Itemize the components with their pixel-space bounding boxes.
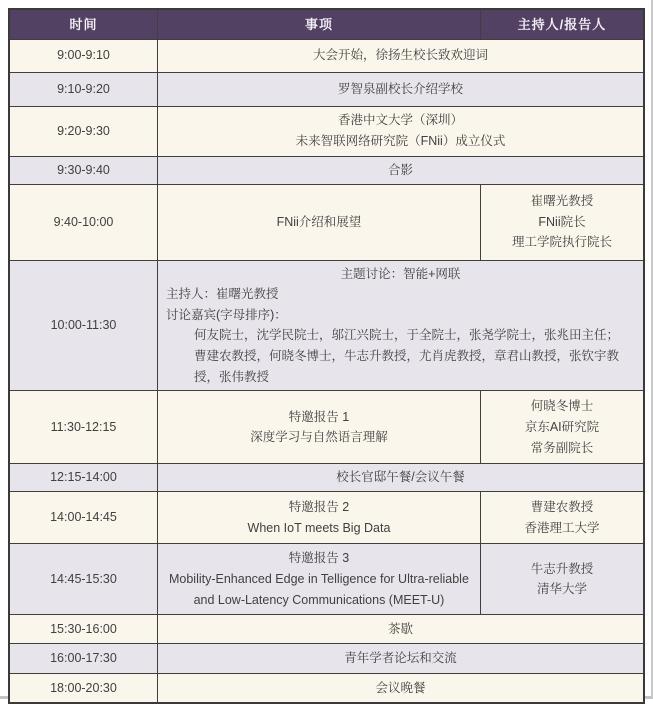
event-cell [157, 156, 644, 184]
time-cell: 9:20-9:30 [9, 106, 157, 156]
event-cell [157, 644, 644, 674]
event-text: Mobility-Enhanced Edge in Telligence for Ultra-reliable and Low-Latency Communications (MEET-U) [168, 571, 469, 607]
event-text: 大会开始，徐扬生校长致欢迎词 [312, 48, 488, 63]
speaker-text: FNii院长 [538, 214, 586, 229]
event-text: FNii介绍和展望 [276, 214, 362, 229]
header-time: 时间 [9, 9, 157, 39]
table-row [9, 492, 644, 544]
discussion-guests-label: 讨论嘉宾(字母排序)： [165, 307, 287, 322]
speaker-text: 清华大学 [536, 582, 587, 597]
header-row [9, 9, 644, 39]
table-row [9, 184, 644, 260]
speaker-cell [480, 391, 644, 464]
event-text: 未来智联网络研究院（FNii）成立仪式 [295, 134, 506, 148]
event-text: 校长官邸午餐/会议午餐 [336, 470, 465, 485]
speaker-text: 曹建农教授 [530, 500, 594, 515]
discussion-host: 主持人：崔曙光教授 [165, 287, 279, 302]
event-text: 特邀报告 1 [288, 409, 350, 424]
event-cell [157, 674, 644, 703]
discussion-guest-line: 何友院士，沈学民院士，邬江兴院士，于全院士，张尧学院士，张兆田主任； [193, 328, 619, 343]
table-row [9, 106, 644, 156]
event-text: When IoT meets Big Data [247, 520, 391, 535]
event-cell [157, 184, 480, 260]
time-cell: 12:15-14:00 [9, 464, 157, 492]
table-row [9, 544, 644, 615]
table-row [9, 156, 644, 184]
time-cell: 18:00-20:30 [9, 674, 157, 703]
event-cell [157, 615, 644, 644]
speaker-text: 京东AI研究院 [524, 419, 600, 434]
event-cell [157, 72, 644, 106]
table-row [9, 72, 644, 106]
time-cell: 9:10-9:20 [9, 72, 157, 106]
event-text: 深度学习与自然语言理解 [250, 430, 388, 445]
event-text: 香港中文大学（深圳） [337, 113, 463, 128]
speaker-text: 崔曙光教授 [530, 194, 594, 209]
event-cell [157, 39, 644, 72]
time-cell: 9:40-10:00 [9, 184, 157, 260]
time-cell: 9:30-9:40 [9, 156, 157, 184]
time-cell: 10:00-11:30 [9, 260, 157, 391]
time-cell: 11:30-12:15 [9, 391, 157, 464]
event-text: 特邀报告 3 [288, 551, 350, 566]
speaker-cell [480, 544, 644, 615]
time-cell: 16:00-17:30 [9, 644, 157, 674]
speaker-text: 牛志升教授 [530, 561, 594, 576]
event-cell [157, 492, 480, 544]
event-cell [157, 106, 644, 156]
speaker-text: 常务副院长 [530, 440, 594, 455]
speaker-cell [480, 492, 644, 544]
time-cell: 14:00-14:45 [9, 492, 157, 544]
event-text: 合影 [387, 162, 413, 177]
discussion-cell [157, 260, 644, 391]
table-row [9, 39, 644, 72]
table-row [9, 260, 644, 391]
time-cell: 14:45-15:30 [9, 544, 157, 615]
table-row [9, 464, 644, 492]
event-cell [157, 391, 480, 464]
event-text: 青年学者论坛和交流 [344, 651, 457, 666]
header-speaker: 主持人/报告人 [480, 9, 644, 39]
event-text: 罗智泉副校长介绍学校 [337, 81, 463, 96]
table-row [9, 615, 644, 644]
table-row [9, 391, 644, 464]
table-row [9, 644, 644, 674]
time-cell: 9:00-9:10 [9, 39, 157, 72]
event-cell [157, 464, 644, 492]
event-cell [157, 544, 480, 615]
discussion-guest-line: 曹建农教授，何晓冬博士，牛志升教授，尤肖虎教授，章君山教授，张钦宇教授，张伟教授 [193, 349, 619, 384]
event-text: 会议晚餐 [375, 680, 426, 695]
discussion-title: 主题讨论：智能+网联 [340, 266, 461, 281]
speaker-cell [480, 184, 644, 260]
event-text: 茶歇 [387, 621, 413, 636]
speaker-text: 理工学院执行院长 [511, 235, 612, 250]
agenda-table [8, 8, 645, 704]
speaker-text: 何晓冬博士 [530, 399, 594, 414]
header-event: 事项 [157, 9, 480, 39]
event-text: 特邀报告 2 [288, 500, 350, 515]
time-cell: 15:30-16:00 [9, 615, 157, 644]
speaker-text: 香港理工大学 [524, 520, 600, 535]
table-row [9, 674, 644, 703]
